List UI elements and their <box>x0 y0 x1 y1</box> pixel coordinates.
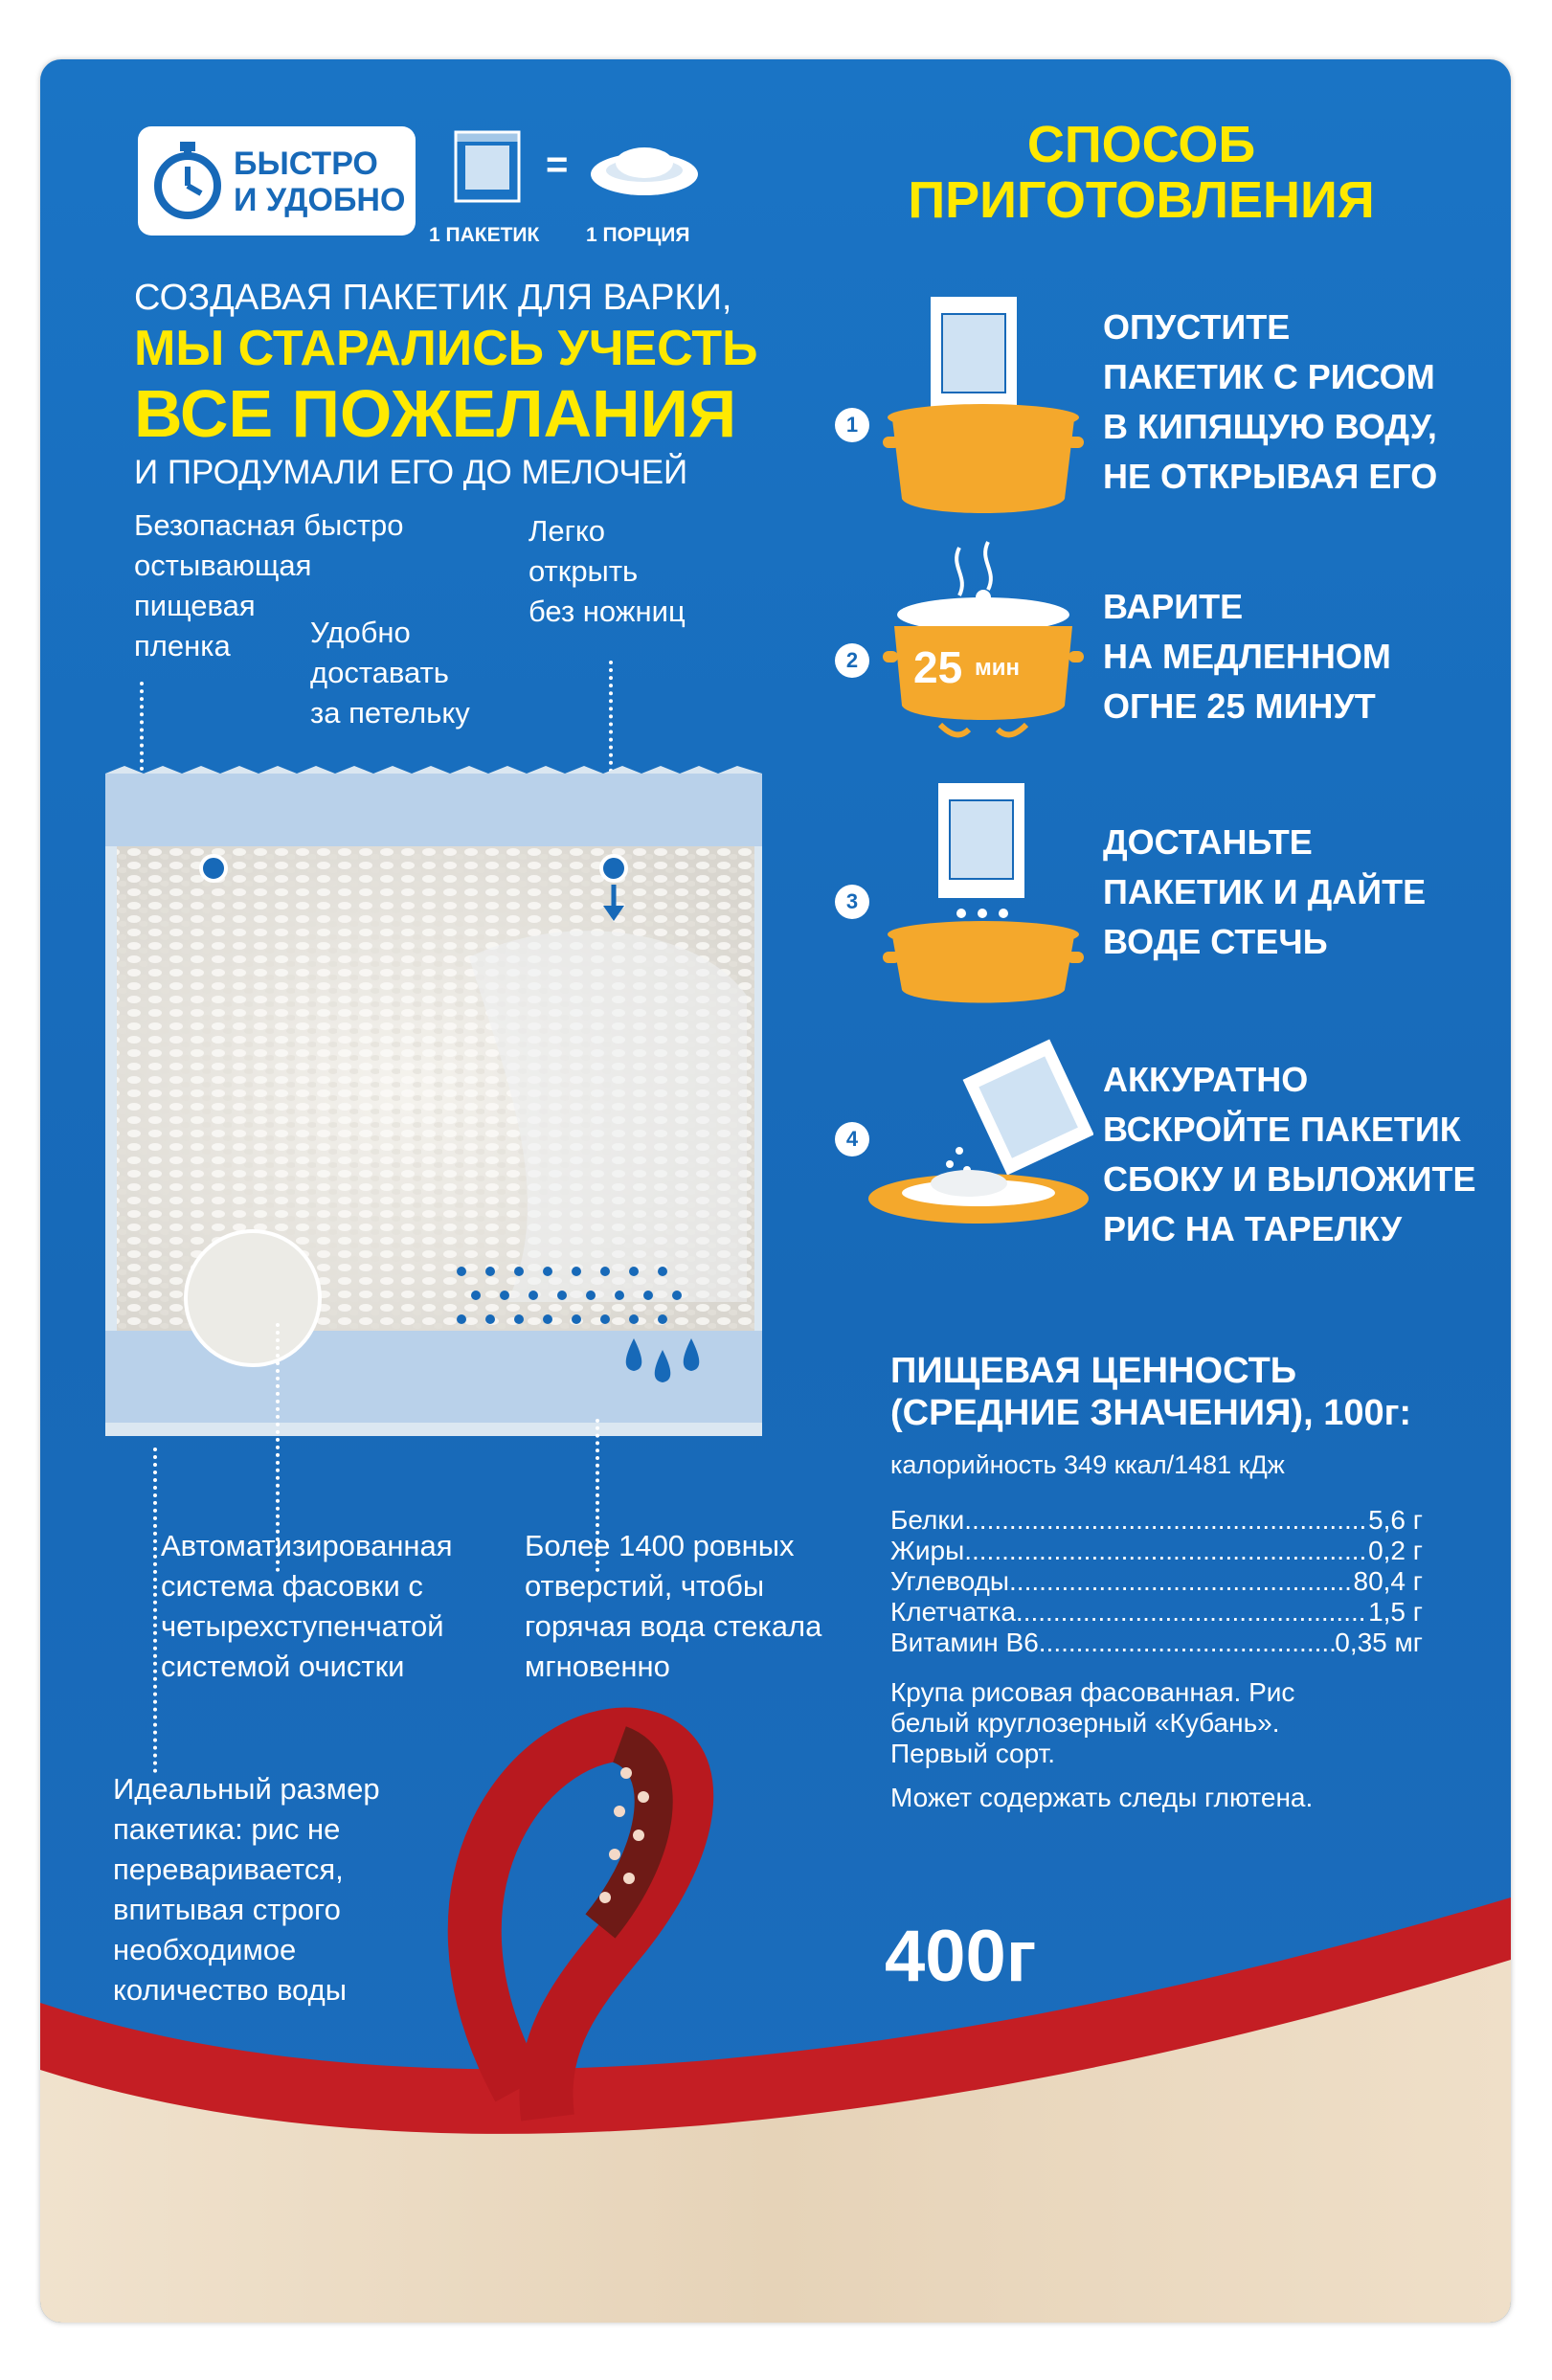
step-3-number: 3 <box>835 885 869 919</box>
nutrition-row: Витамин В6 ..... 0,35 мг <box>890 1628 1423 1658</box>
package-back-panel <box>40 59 1511 2323</box>
step-4-number: 4 <box>835 1122 869 1156</box>
feature-size: Идеальный размер пакетика: рис не переваривается, впитывая строго необходимое количество воды <box>113 1772 380 2007</box>
badge-line-1: БЫСТРО <box>234 146 378 182</box>
calories-line: калорийность 349 ккал/1481 кДж <box>890 1450 1285 1479</box>
intro-line-2: МЫ СТАРАЛИСЬ УЧЕСТЬ <box>134 321 758 376</box>
nutrition-row: Углеводы ..... 80,4 г <box>890 1566 1423 1597</box>
nutrition-row: Клетчатка ..... 1,5 г <box>890 1597 1423 1628</box>
badge-line-2: И УДОБНО <box>234 182 406 218</box>
step-4-text: АККУРАТНО ВСКРОЙТЕ ПАКЕТИК СБОКУ И ВЫЛОЖИТЕ РИС НА ТАРЕЛКУ <box>1103 1060 1476 1248</box>
quick-easy-badge <box>138 126 416 236</box>
nutrition-row: Жиры ..... 0,2 г <box>890 1536 1423 1566</box>
intro-line-4: И ПРОДУМАЛИ ЕГО ДО МЕЛОЧЕЙ <box>134 454 688 491</box>
product-description: Крупа рисовая фасованная. Рис белый круглозерный «Кубань». Первый сорт. <box>890 1677 1295 1768</box>
intro-line-3: ВСЕ ПОЖЕЛАНИЯ <box>134 376 737 451</box>
plate-icon <box>588 134 701 201</box>
bag-icon <box>450 128 525 205</box>
step-2-number: 2 <box>835 643 869 678</box>
feature-film: Безопасная быстро остывающая пищевая пленка <box>134 508 404 662</box>
step-1-number: 1 <box>835 408 869 442</box>
intro-line-1: СОЗДАВАЯ ПАКЕТИК ДЛЯ ВАРКИ, <box>134 278 732 318</box>
loop-marker <box>199 854 228 883</box>
arrow-down-icon <box>599 885 628 923</box>
net-weight: 400г <box>885 1916 1037 1997</box>
feature-easy-open: Легко открыть без ножниц <box>529 514 686 628</box>
allergen-note: Может содержать следы глютена. <box>890 1783 1314 1812</box>
step-2-text: ВАРИТЕ НА МЕДЛЕННОМ ОГНЕ 25 МИНУТ <box>1103 587 1391 726</box>
water-drops-icon <box>452 1262 739 1405</box>
feature-packing: Автоматизированная система фасовки с четырехступенчатой системой очистки <box>161 1529 453 1683</box>
nutrition-title: ПИЩЕВАЯ ЦЕННОСТЬ (СРЕДНИЕ ЗНАЧЕНИЯ), 100г: <box>890 1351 1412 1433</box>
equals-sign: = <box>546 144 569 186</box>
rice-zoom-circle <box>184 1229 322 1367</box>
nutrition-table <box>890 1505 1423 1658</box>
step-3-text: ДОСТАНЬТЕ ПАКЕТИК И ДАЙТЕ ВОДЕ СТЕЧЬ <box>1103 822 1427 961</box>
open-marker <box>599 854 628 883</box>
one-portion-label: 1 ПОРЦИЯ <box>586 224 690 246</box>
feature-loop: Удобно доставать за петельку <box>310 616 470 730</box>
nutrition-row: Белки ..... 5,6 г <box>890 1505 1423 1536</box>
pot-drain-icon <box>883 781 1084 1007</box>
timer-unit: мин <box>975 655 1021 681</box>
feature-holes: Более 1400 ровных отверстий, чтобы горячая вода стекала мгновенно <box>525 1529 822 1683</box>
one-pack-label: 1 ПАКЕТИК <box>429 224 540 246</box>
method-title: СПОСОБ ПРИГОТОВЛЕНИЯ <box>908 116 1375 229</box>
stopwatch-icon <box>149 140 226 222</box>
step-1-text: ОПУСТИТЕ ПАКЕТИК С РИСОМ В КИПЯЩУЮ ВОДУ, НЕ ОТКРЫВАЯ ЕГО <box>1103 307 1438 496</box>
timer-value: 25 <box>913 642 963 692</box>
pot-with-bag-icon <box>883 293 1084 523</box>
plate-pour-icon <box>864 1036 1093 1227</box>
pointer-line-size <box>153 1448 157 1773</box>
